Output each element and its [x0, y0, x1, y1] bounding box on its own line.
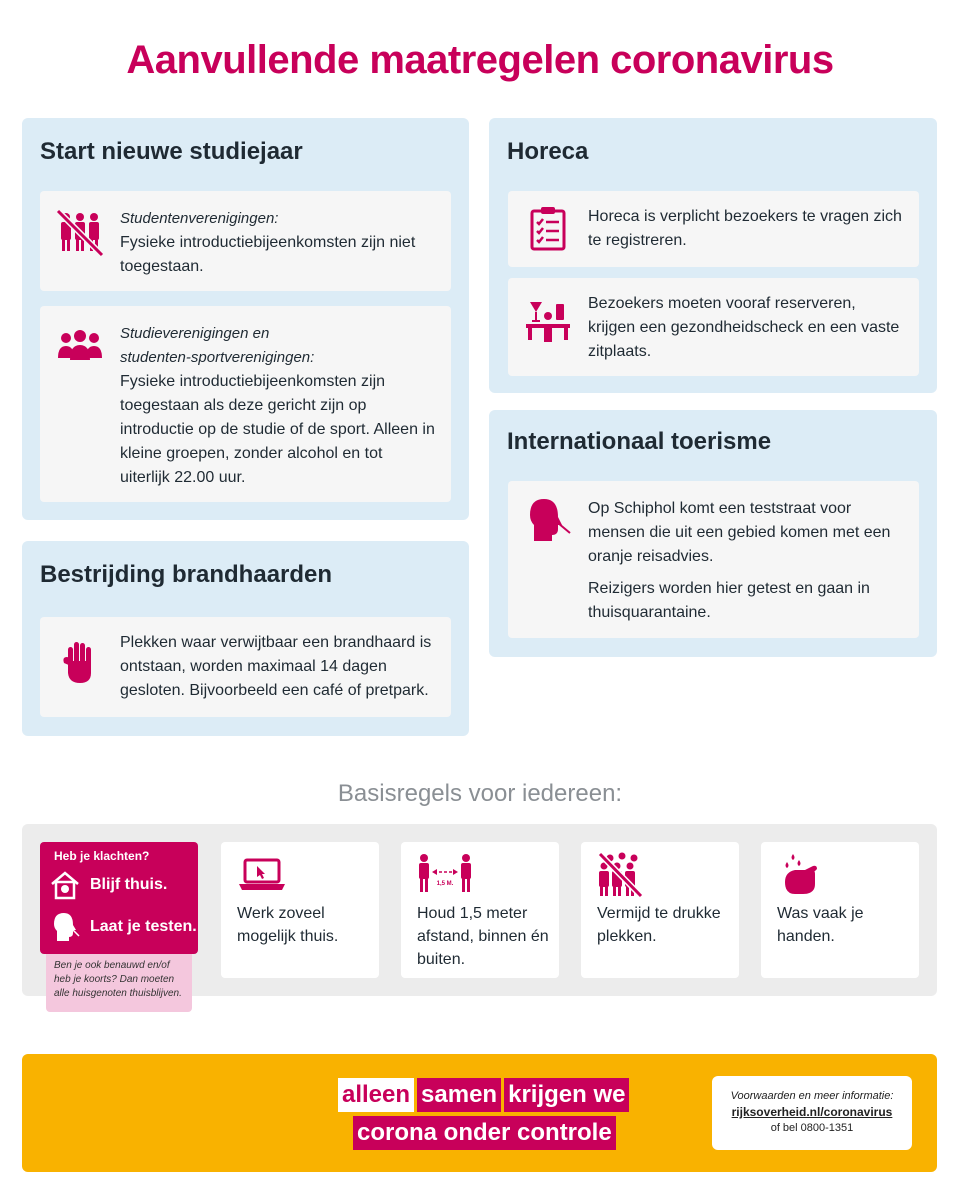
- basisregels-heading: Basisregels voor iedereen:: [337, 780, 623, 807]
- slogan-line2: [353, 1116, 619, 1150]
- info-box: [712, 1076, 912, 1150]
- card-studentenverenigingen: [40, 191, 451, 291]
- slogan-word: krijgen we: [504, 1078, 629, 1112]
- section-studiejaar: [22, 118, 469, 520]
- footer-banner: [22, 1054, 937, 1172]
- klachten-heading: Heb je klachten?: [54, 849, 150, 863]
- rule-drukte: [581, 842, 739, 978]
- rule-text: Werk zoveel mogelijk thuis.: [237, 905, 339, 945]
- rule-afstand: [401, 842, 559, 978]
- laptop-icon: [237, 852, 287, 898]
- card-label: Studentenverenigingen:: [120, 210, 279, 227]
- distance-label: 1,5 M.: [436, 881, 454, 887]
- card-studieverenigingen: [40, 306, 451, 502]
- rule-thuiswerken: [221, 842, 379, 978]
- stop-hand-icon: [56, 639, 104, 687]
- section-heading: Bestrijding brandhaarden: [40, 561, 333, 588]
- card-text: Fysieke introductiebijeenkomsten zijn niet toegestaan.: [120, 234, 416, 275]
- house-icon: [50, 870, 80, 900]
- slogan-word: alleen: [338, 1078, 414, 1112]
- section-heading: Start nieuwe studiejaar: [40, 138, 303, 165]
- card-text: Op Schiphol komt een teststraat voor mensen die uit een gebied komen met een oranje reisadvies.: [588, 500, 891, 565]
- card-text: Bezoekers moeten vooraf reserveren, krijgen een gezondheidscheck en een vaste zitplaats.: [588, 295, 900, 360]
- card-reserveren: [508, 278, 919, 376]
- slogan: [338, 1078, 632, 1112]
- info-phone: of bel 0800-1351: [770, 1122, 854, 1134]
- klachten-card: [40, 842, 198, 954]
- slogan-word: corona onder controle: [353, 1116, 616, 1150]
- card-schiphol: [508, 481, 919, 638]
- section-horeca: [489, 118, 937, 393]
- card-text: Plekken waar verwijtbaar een brandhaard is ontstaan, worden maximaal 14 dagen gesloten. Bijvoorbeeld een café of pretpark.: [120, 634, 432, 699]
- section-heading: Internationaal toerisme: [507, 428, 772, 455]
- rule-text: Vermijd te drukke plekken.: [597, 905, 721, 945]
- info-link[interactable]: rijksoverheid.nl/coronavirus: [731, 1105, 893, 1119]
- blijf-thuis-label: Blijf thuis.: [90, 876, 168, 893]
- rule-handen: [761, 842, 919, 978]
- card-text: Fysieke introductiebijeenkomsten zijn toegestaan als deze gericht zijn op introductie op de studie of de sport. Alleen in kleine groepen, zonder alcohol en tot uiterlijk 22.00 uur.: [120, 373, 435, 486]
- no-crowd-icon: [597, 852, 647, 898]
- distance-icon: [417, 852, 473, 898]
- info-intro: Voorwaarden en meer informatie:: [730, 1090, 894, 1102]
- section-heading: Horeca: [507, 138, 589, 165]
- rule-text: Was vaak je handen.: [777, 905, 864, 945]
- group-icon: [56, 324, 104, 372]
- slogan-word: samen: [417, 1078, 501, 1112]
- card-label: Studieverenigingen en studenten-sportverenigingen:: [120, 325, 315, 366]
- card-registratie: [508, 191, 919, 267]
- table-drinks-icon: [524, 298, 572, 346]
- rule-text: Houd 1,5 meter afstand, binnen én buiten.: [417, 905, 549, 968]
- wash-hands-icon: [777, 852, 827, 898]
- laat-testen-label: Laat je testen.: [90, 918, 197, 935]
- page-title: Aanvullende maatregelen coronavirus: [126, 38, 834, 82]
- test-icon: [52, 912, 80, 942]
- card-text: Reizigers worden hier getest en gaan in thuisquarantaine.: [588, 580, 870, 621]
- no-group-icon: [56, 209, 104, 257]
- test-swab-icon: [524, 497, 572, 545]
- klachten-note: Ben je ook benauwd en/of heb je koorts? Dan moeten alle huisgenoten thuisblijven.: [46, 954, 192, 1012]
- card-brandhaard: [40, 617, 451, 717]
- section-toerisme: [489, 410, 937, 657]
- card-text: Horeca is verplicht bezoekers te vragen zich te registreren.: [588, 208, 902, 249]
- clipboard-icon: [524, 205, 572, 253]
- section-brandhaarden: [22, 541, 469, 736]
